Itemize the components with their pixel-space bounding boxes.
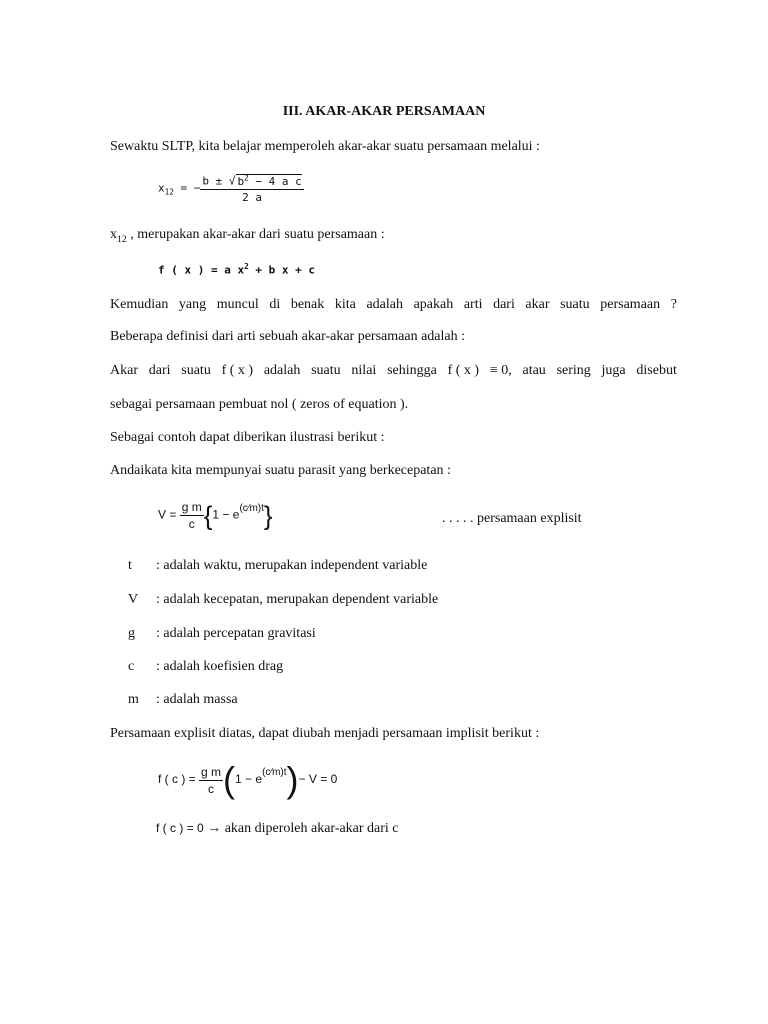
implicit-exp-t: t xyxy=(283,767,287,779)
paragraph-word: kita xyxy=(334,297,356,312)
paragraph-word: sering xyxy=(556,363,591,378)
definition-text: : adalah waktu, merupakan independent variable xyxy=(156,558,428,573)
close-paren: ) xyxy=(286,759,299,800)
velocity-frac-num: g m xyxy=(181,500,202,514)
roots-line xyxy=(110,227,385,245)
exp-slash: ⁄ xyxy=(247,502,250,514)
close-brace: } xyxy=(263,500,273,531)
implicit-frac-den: c xyxy=(208,781,215,796)
paragraph-parasit: Andaikata kita mempunyai suatu parasit yang berkecepatan : xyxy=(110,463,451,478)
radical-sign: √ xyxy=(228,174,236,188)
open-brace: { xyxy=(203,500,213,531)
definition-symbol: t xyxy=(128,558,132,573)
velocity-exponent: (c⁄m)t xyxy=(239,502,264,514)
definition-c xyxy=(128,659,283,675)
paragraph-word: ≡ 0, xyxy=(489,363,512,378)
definition-symbol: m xyxy=(128,692,139,707)
polynomial-equation xyxy=(158,262,315,277)
radicand xyxy=(236,174,302,188)
implicit-exp-slash: ⁄ xyxy=(270,767,273,779)
paragraph-contoh: Sebagai contoh dapat diberikan ilustrasi berikut : xyxy=(110,430,385,445)
quadratic-fraction xyxy=(200,173,303,204)
paragraph-word: Akar xyxy=(110,363,138,378)
poly-rhs: + b x + c xyxy=(248,263,315,277)
definition-g xyxy=(128,626,316,642)
paragraph-definisi: Beberapa definisi dari arti sebuah akar-akar persamaan adalah : xyxy=(110,329,465,344)
quadratic-numerator xyxy=(200,173,303,190)
radicand-rest: − 4 a c xyxy=(248,174,302,188)
paragraph-word: arti xyxy=(463,297,483,312)
paragraph-word: di xyxy=(269,297,281,312)
paragraph-word: f ( x ) xyxy=(221,363,254,378)
velocity-equation xyxy=(158,500,273,531)
paragraph-kemudian xyxy=(110,297,677,313)
quadratic-denominator: 2 a xyxy=(242,190,263,204)
definition-t xyxy=(128,558,427,574)
paragraph-word: Kemudian xyxy=(110,297,169,312)
velocity-fraction xyxy=(180,500,204,531)
paragraph-word: juga xyxy=(601,363,626,378)
right-arrow-icon: → xyxy=(207,821,222,836)
paragraph-word: muncul xyxy=(216,297,259,312)
implicit-frac-num: g m xyxy=(201,764,222,779)
paragraph-akar xyxy=(110,363,677,379)
quadratic-lhs-sub: 12 xyxy=(164,187,174,197)
exp-m: m xyxy=(249,502,258,514)
num-b: b xyxy=(202,174,210,188)
paragraph-word: dari xyxy=(493,297,515,312)
paragraph-word: adalah xyxy=(366,297,403,312)
paragraph-zeros: sebagai persamaan pembuat nol ( zeros of equation ). xyxy=(110,397,409,412)
paragraph-word: f ( x ) xyxy=(447,363,480,378)
final-text: akan diperoleh akar-akar dari c xyxy=(221,821,399,836)
paragraph-word: yang xyxy=(178,297,207,312)
velocity-frac-den: c xyxy=(188,517,195,531)
definition-symbol: c xyxy=(128,659,135,674)
paragraph-word: suatu xyxy=(181,363,211,378)
implicit-lhs: f ( c ) = xyxy=(158,772,196,787)
roots-subscript: 12 xyxy=(117,233,127,245)
paragraph-word: sehingga xyxy=(387,363,437,378)
paragraph-word: apakah xyxy=(413,297,454,312)
quadratic-lhs: x xyxy=(158,181,165,195)
implicit-tail: − V = 0 xyxy=(298,772,338,787)
implicit-exponent: (c⁄m)t xyxy=(262,767,287,779)
paragraph-word: atau xyxy=(522,363,546,378)
exp-c: c xyxy=(242,502,248,514)
intro-paragraph: Sewaktu SLTP, kita belajar memperoleh akar-akar suatu persamaan melalui : xyxy=(110,139,540,154)
paragraph-word: akar xyxy=(525,297,550,312)
radicand-b: b xyxy=(237,174,245,188)
quadratic-formula xyxy=(158,173,304,204)
poly-lhs: f ( x ) = a x xyxy=(158,263,245,277)
exp-t: t xyxy=(261,502,264,514)
one-minus-e: 1 − e xyxy=(212,507,240,522)
implicit-exp-m: m xyxy=(272,767,281,779)
paragraph-word: ? xyxy=(670,297,677,312)
definition-m xyxy=(128,692,238,708)
definition-text: : adalah kecepatan, merupakan dependent variable xyxy=(156,592,439,607)
final-equation xyxy=(156,821,399,837)
paragraph-word: benak xyxy=(290,297,325,312)
roots-symbol: x xyxy=(110,227,117,242)
radicand-exponent: 2 xyxy=(244,173,249,182)
plus-minus-sign: ± xyxy=(215,174,223,188)
paragraph-word: suatu xyxy=(311,363,341,378)
definition-text: : adalah massa xyxy=(156,692,238,707)
roots-text: , merupakan akar-akar dari suatu persamaan : xyxy=(126,227,385,242)
definition-symbol: V xyxy=(128,592,139,607)
implicit-one-minus-e: 1 − e xyxy=(235,772,263,787)
implicit-fraction xyxy=(199,765,223,796)
paragraph-implisit: Persamaan explisit diatas, dapat diubah menjadi persamaan implisit berikut : xyxy=(110,726,540,741)
open-paren: ( xyxy=(223,759,236,800)
velocity-lhs: V = xyxy=(158,507,177,522)
poly-exponent: 2 xyxy=(244,262,249,271)
paragraph-word: suatu xyxy=(560,297,590,312)
implicit-exp-c: c xyxy=(265,767,271,779)
paragraph-word: nilai xyxy=(351,363,377,378)
explicit-note: . . . . . persamaan explisit xyxy=(442,511,582,526)
paragraph-word: disebut xyxy=(636,363,677,378)
paragraph-word: persamaan xyxy=(600,297,661,312)
quadratic-eq: = xyxy=(180,181,188,195)
implicit-equation xyxy=(158,759,338,800)
paragraph-word: dari xyxy=(148,363,171,378)
definition-symbol: g xyxy=(128,626,135,641)
definition-text: : adalah percepatan gravitasi xyxy=(156,626,316,641)
section-title: III. AKAR-AKAR PERSAMAAN xyxy=(282,104,486,119)
quadratic-minus: − xyxy=(193,181,201,195)
paragraph-word: adalah xyxy=(263,363,301,378)
definition-v xyxy=(128,592,438,608)
final-lhs: f ( c ) = 0 xyxy=(156,821,204,835)
definition-text: : adalah koefisien drag xyxy=(156,659,284,674)
